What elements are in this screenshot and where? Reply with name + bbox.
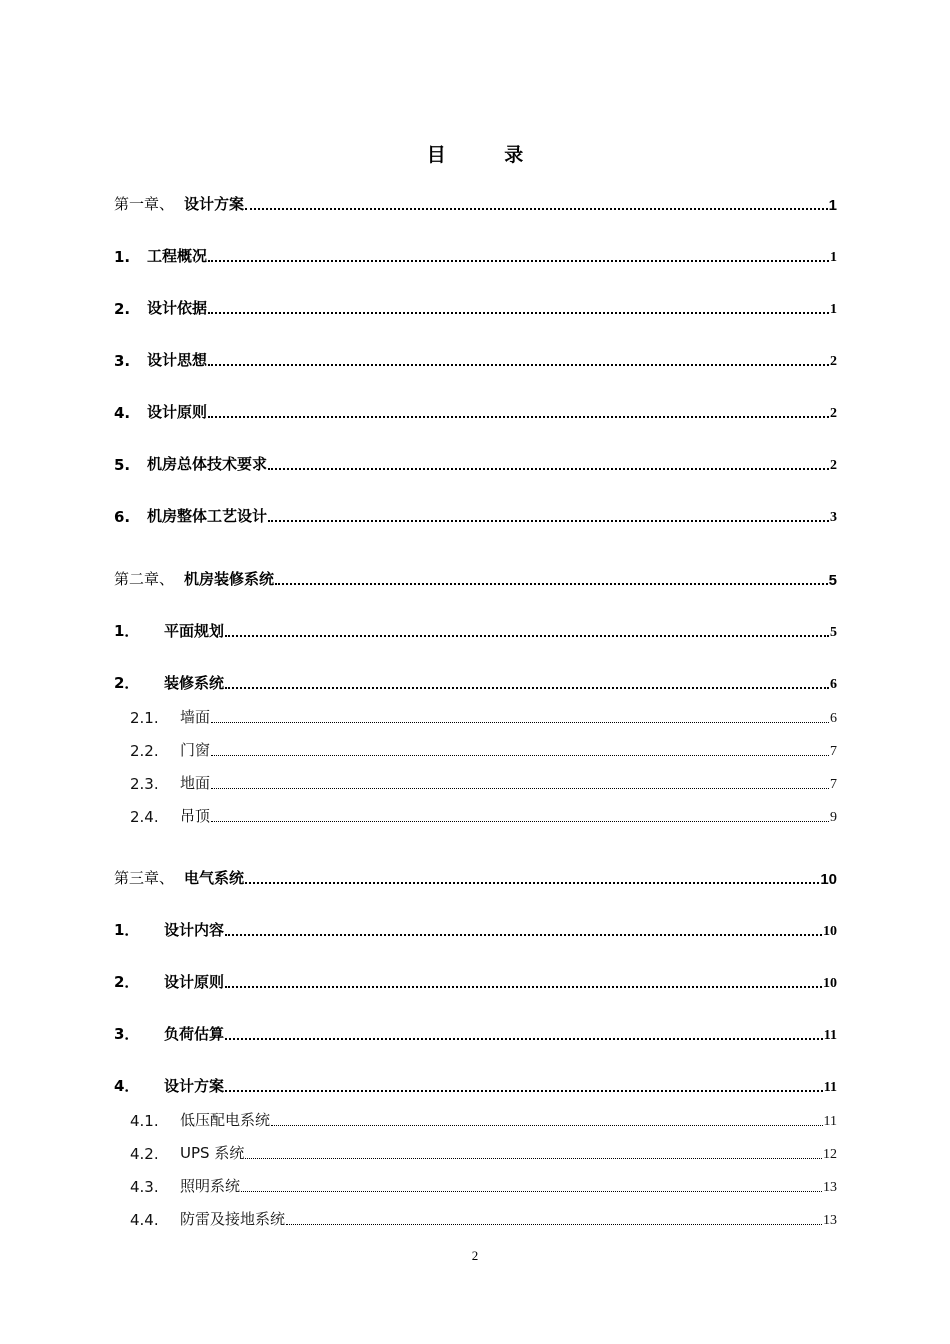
toc-entry-number: 1． <box>114 921 140 939</box>
toc-entry-chapter-1[interactable] <box>114 193 837 214</box>
toc-entry-number: 4.1. <box>130 1112 159 1130</box>
toc-entry-subsection[interactable] <box>114 1142 837 1163</box>
toc-entry-number: 3. <box>114 352 131 370</box>
toc-entry-number: 6. <box>114 508 131 526</box>
dot-leader <box>208 416 829 418</box>
toc-entry-label: 设计方案 <box>184 195 245 213</box>
toc-entry-page: 1 <box>830 250 837 265</box>
toc-entry-number: 1． <box>114 622 140 640</box>
toc-entry-section[interactable] <box>114 505 837 526</box>
dot-leader <box>211 722 829 723</box>
toc-entry-number: 2.4. <box>130 808 159 826</box>
toc-entry-label: 门窗 <box>180 741 211 759</box>
toc-entry-page: 1 <box>830 302 837 317</box>
toc-entry-number: 1. <box>114 248 131 266</box>
toc-entry-page: 2 <box>830 458 837 473</box>
toc-entry-subsection[interactable] <box>114 805 837 826</box>
dot-leader <box>271 1125 823 1126</box>
toc-entry-section[interactable] <box>114 401 837 422</box>
page-number: 2 <box>471 1248 479 1263</box>
toc-entry-subsection[interactable] <box>114 706 837 727</box>
toc-entry-subsection[interactable] <box>114 772 837 793</box>
dot-leader <box>225 986 822 988</box>
toc-entry-label: 装修系统 <box>164 674 225 692</box>
toc-entry-number: 4. <box>114 404 131 422</box>
dot-leader <box>225 1038 823 1040</box>
toc-entry-chapter-3[interactable] <box>114 867 837 888</box>
toc-entry-number: 4.4. <box>130 1211 159 1229</box>
dot-leader <box>211 788 829 789</box>
dot-leader <box>225 934 822 936</box>
toc-entry-label: 吊顶 <box>180 807 211 825</box>
toc-entry-section[interactable] <box>114 1023 837 1044</box>
toc-entry-page: 3 <box>830 510 837 525</box>
toc-entry-label: 平面规划 <box>164 622 225 640</box>
toc-entry-label: 电气系统 <box>184 869 245 887</box>
toc-entry-label: 负荷估算 <box>164 1025 225 1043</box>
toc-entry-number: 5. <box>114 456 131 474</box>
dot-leader <box>208 260 829 262</box>
toc-entry-page: 7 <box>830 744 837 759</box>
toc-entry-number: 2． <box>114 973 140 991</box>
toc-entry-number: 2． <box>114 674 140 692</box>
toc-entry-page: 10 <box>823 924 837 939</box>
toc-entry-page: 5 <box>828 572 837 589</box>
toc-entry-number: 2.3. <box>130 775 159 793</box>
toc-entry-section[interactable] <box>114 919 837 940</box>
toc-entry-section[interactable] <box>114 971 837 992</box>
toc-entry-number: 第三章、 <box>114 869 175 887</box>
dot-leader <box>275 583 828 585</box>
toc-entry-page: 11 <box>823 1080 837 1095</box>
dot-leader <box>208 312 829 314</box>
toc-entry-page: 9 <box>830 810 837 825</box>
toc-entry-page: 13 <box>823 1180 837 1195</box>
toc-entry-page: 13 <box>823 1213 837 1228</box>
toc-entry-label: 设计内容 <box>164 921 225 939</box>
toc-entry-page: 1 <box>828 197 837 214</box>
dot-leader <box>268 468 829 470</box>
toc-entry-section[interactable] <box>114 672 837 693</box>
dot-leader <box>241 1191 822 1192</box>
toc-entry-label: 设计思想 <box>147 351 208 369</box>
toc-entry-label: 低压配电系统 <box>180 1111 271 1129</box>
toc-entry-page: 10 <box>820 871 837 888</box>
toc-entry-label: 机房整体工艺设计 <box>147 507 268 525</box>
toc-entry-number: 4． <box>114 1077 140 1095</box>
dot-leader <box>225 635 829 637</box>
toc-entry-subsection[interactable] <box>114 739 837 760</box>
toc-entry-subsection[interactable] <box>114 1208 837 1229</box>
toc-entry-label: 工程概况 <box>147 247 208 265</box>
toc-entry-label: 机房装修系统 <box>184 570 275 588</box>
toc-entry-number: 第二章、 <box>114 570 175 588</box>
toc-entry-section[interactable] <box>114 453 837 474</box>
toc-entry-label: 墙面 <box>180 708 211 726</box>
toc-entry-label: UPS 系统 <box>180 1144 245 1162</box>
toc-entry-page: 10 <box>823 976 837 991</box>
dot-leader <box>268 520 829 522</box>
toc-entry-number: 2. <box>114 300 131 318</box>
toc-entry-number: 第一章、 <box>114 195 175 213</box>
dot-leader <box>208 364 829 366</box>
toc-entry-label: 照明系统 <box>180 1177 241 1195</box>
toc-entry-label: 机房总体技术要求 <box>147 455 268 473</box>
toc-entry-number: 4.2. <box>130 1145 159 1163</box>
toc-entry-page: 6 <box>830 677 837 692</box>
dot-leader <box>245 882 819 884</box>
toc-entry-label: 设计原则 <box>164 973 225 991</box>
toc-entry-section[interactable] <box>114 620 837 641</box>
toc-entry-section[interactable] <box>114 1075 837 1096</box>
toc-entry-subsection[interactable] <box>114 1175 837 1196</box>
toc-entry-label: 防雷及接地系统 <box>180 1210 286 1228</box>
dot-leader <box>245 208 828 210</box>
toc-entry-label: 设计依据 <box>147 299 208 317</box>
toc-entry-label: 地面 <box>180 774 211 792</box>
toc-entry-page: 12 <box>823 1147 837 1162</box>
toc-entry-page: 7 <box>830 777 837 792</box>
dot-leader <box>225 687 829 689</box>
toc-entry-page: 6 <box>830 711 837 726</box>
dot-leader <box>286 1224 822 1225</box>
toc-entry-label: 设计原则 <box>147 403 208 421</box>
toc-entry-number: 3． <box>114 1025 140 1043</box>
toc-entry-page: 5 <box>830 625 837 640</box>
toc-entry-page: 2 <box>830 406 837 421</box>
dot-leader <box>225 1090 823 1092</box>
toc-entry-chapter-2[interactable] <box>114 568 837 589</box>
dot-leader <box>211 821 829 822</box>
dot-leader <box>211 755 829 756</box>
toc-entry-page: 11 <box>823 1028 837 1043</box>
toc-entry-section[interactable] <box>114 349 837 370</box>
toc-entry-subsection[interactable] <box>114 1109 837 1130</box>
toc-entry-section[interactable] <box>114 297 837 318</box>
toc-entry-page: 2 <box>830 354 837 369</box>
toc-entry-number: 2.1. <box>130 709 159 727</box>
toc-entry-number: 2.2. <box>130 742 159 760</box>
toc-entry-label: 设计方案 <box>164 1077 225 1095</box>
dot-leader <box>245 1158 822 1159</box>
toc-entry-number: 4.3. <box>130 1178 159 1196</box>
toc-entry-section[interactable] <box>114 245 837 266</box>
page-title: 目 录 <box>426 144 550 166</box>
toc-entry-page: 11 <box>823 1114 837 1129</box>
